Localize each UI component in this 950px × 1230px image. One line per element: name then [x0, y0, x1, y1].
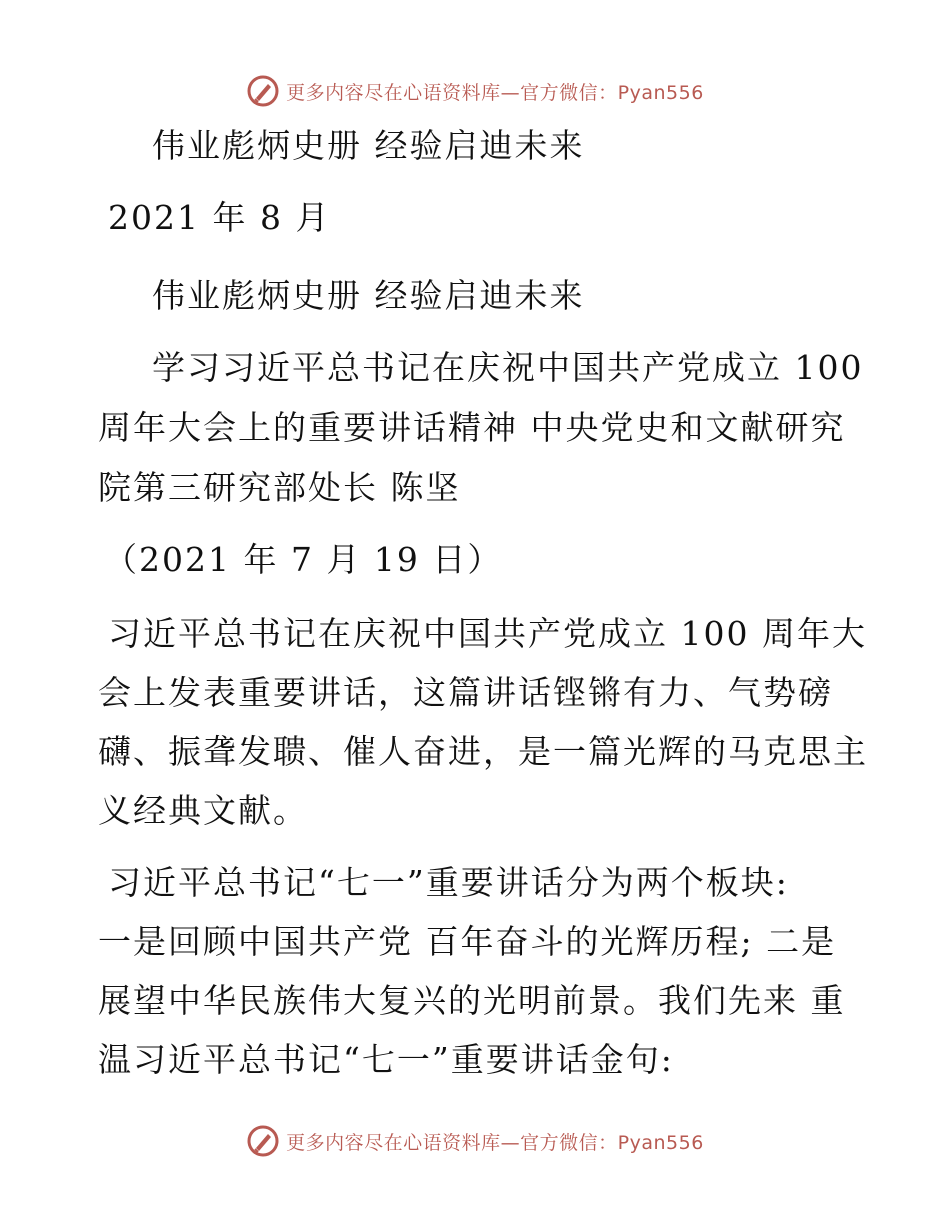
pen-logo-icon [246, 74, 280, 108]
paragraph-line: 一是回顾中国共产党 百年奋斗的光辉历程; 二是 [98, 922, 837, 961]
paragraph-line: 义经典文献。 [98, 791, 308, 830]
paragraph-line: 温习近平总书记“七一”重要讲话金句: [98, 1040, 674, 1079]
paragraph-line: 展望中华民族伟大复兴的光明前景。我们先来 重 [98, 981, 846, 1020]
watermark-text: 更多内容尽在心语资料库—官方微信：Pyan556 [286, 1131, 704, 1154]
pen-logo-icon [246, 1124, 280, 1158]
speech-date: （2021 年 7 月 19 日） [104, 540, 503, 579]
watermark-footer [0, 1124, 950, 1158]
paragraph-line: 习近平总书记在庆祝中国共产党成立 100 周年大 [108, 614, 867, 653]
document-title-repeat: 伟业彪炳史册 经验启迪未来 [152, 276, 585, 315]
subtitle-line: 周年大会上的重要讲话精神 中央党史和文献研究 [98, 408, 846, 447]
paragraph-line: 礴、振聋发聩、催人奋进，是一篇光辉的马克思主 [98, 732, 868, 771]
subtitle-line: 学习习近平总书记在庆祝中国共产党成立 100 [152, 348, 864, 387]
document-date: 2021 年 8 月 [108, 198, 331, 237]
paragraph-line: 习近平总书记“七一”重要讲话分为两个板块: [108, 863, 789, 902]
watermark-header [0, 74, 950, 108]
subtitle-line: 院第三研究部处长 陈坚 [98, 468, 461, 507]
paragraph-line: 会上发表重要讲话，这篇讲话铿锵有力、气势磅 [98, 673, 833, 712]
watermark-text: 更多内容尽在心语资料库—官方微信：Pyan556 [286, 81, 704, 104]
document-title: 伟业彪炳史册 经验启迪未来 [152, 126, 585, 165]
